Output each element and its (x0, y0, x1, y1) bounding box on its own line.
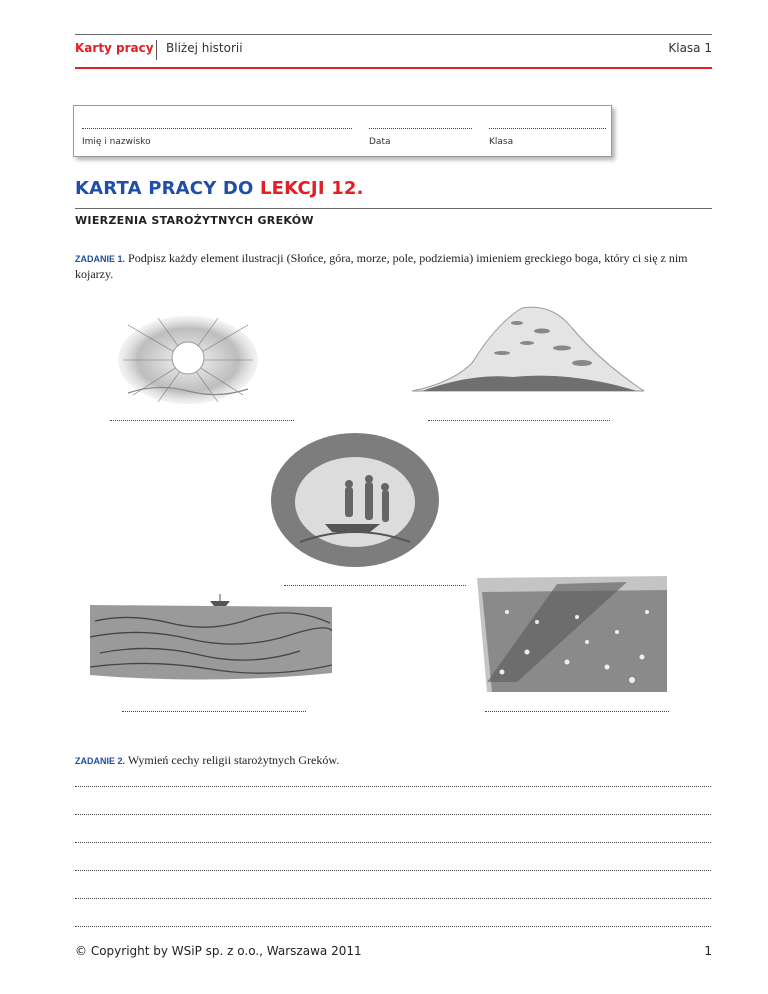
task-2 (75, 753, 715, 769)
book-title: Bliżej historii (166, 41, 243, 55)
underworld-answer-line[interactable] (284, 585, 466, 586)
answer-line-3[interactable] (75, 842, 711, 843)
header-red-rule (75, 67, 712, 69)
series-title: Karty pracy (75, 41, 154, 55)
answer-line-1[interactable] (75, 786, 711, 787)
grade-label: Klasa 1 (668, 41, 712, 55)
mountain-illustration (412, 303, 644, 395)
header-separator (156, 40, 157, 60)
class-label: Klasa (489, 137, 514, 147)
header-top-rule (75, 34, 712, 35)
task-2-text: Wymień cechy religii starożytnych Greków. (127, 753, 340, 767)
sun-illustration (118, 315, 258, 405)
page-number: 1 (704, 944, 712, 958)
sea-answer-line[interactable] (122, 711, 306, 712)
title-prefix: KARTA PRACY DO (75, 178, 261, 199)
sea-illustration (90, 593, 332, 683)
mountain-answer-line[interactable] (428, 420, 610, 421)
title-rule (75, 208, 712, 209)
name-label: Imię i nazwisko (82, 137, 151, 147)
task-2-label: ZADANIE 2. (75, 756, 126, 766)
date-label: Data (369, 137, 391, 147)
task-1-text: Podpisz każdy element ilustracji (Słońce, góra, morze, pole, podziemia) imieniem greckiego boga, który ci się z nim kojarzy. (75, 251, 688, 281)
field-illustration (477, 572, 667, 692)
title-lesson: LEKCJI 12. (260, 178, 364, 199)
sun-answer-line[interactable] (110, 420, 294, 421)
answer-line-4[interactable] (75, 870, 711, 871)
copyright-notice: © Copyright by WSiP sp. z o.o., Warszawa 2011 (75, 944, 362, 958)
task-1 (75, 251, 715, 282)
date-field[interactable] (369, 128, 472, 129)
page-title (75, 178, 364, 199)
answer-line-5[interactable] (75, 898, 711, 899)
page-subtitle: WIERZENIA STAROŻYTNYCH GREKÓW (75, 214, 314, 227)
task-1-label: ZADANIE 1. (75, 254, 126, 264)
student-info-box (73, 105, 612, 157)
answer-line-6[interactable] (75, 926, 711, 927)
answer-line-2[interactable] (75, 814, 711, 815)
field-answer-line[interactable] (485, 711, 669, 712)
name-field[interactable] (82, 128, 352, 129)
underworld-illustration (270, 432, 440, 568)
class-field[interactable] (489, 128, 606, 129)
